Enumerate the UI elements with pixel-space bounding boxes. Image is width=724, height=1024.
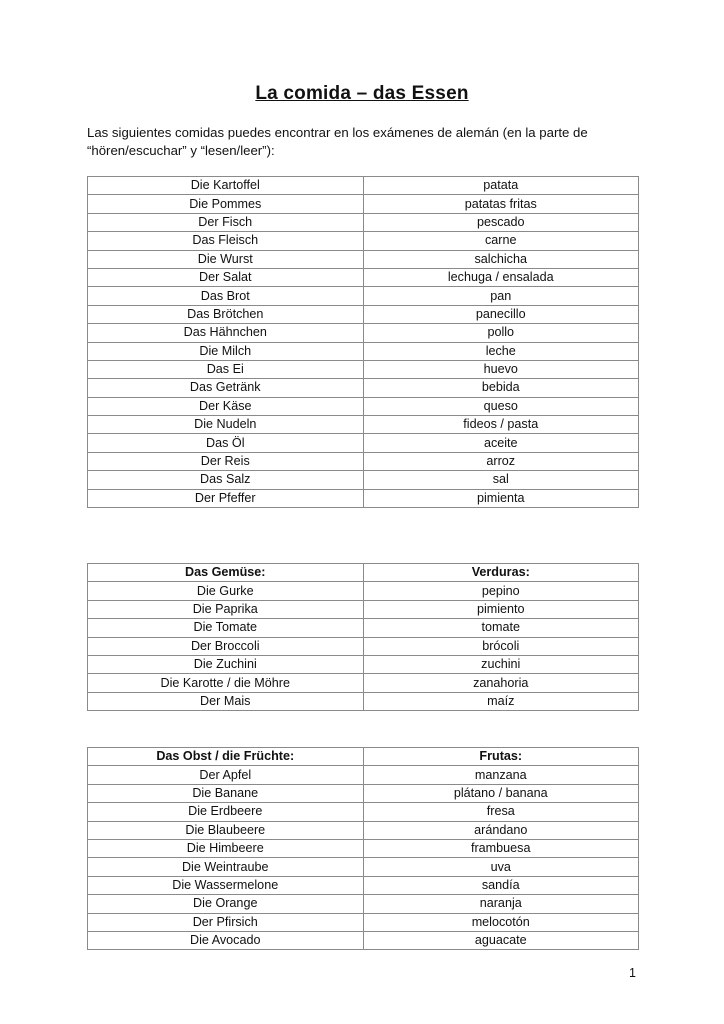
- german-word: Das Brötchen: [88, 305, 364, 323]
- spanish-word: aceite: [363, 434, 639, 452]
- spanish-word: brócoli: [363, 637, 639, 655]
- german-word: Die Weintraube: [88, 858, 364, 876]
- spanish-word: lechuga / ensalada: [363, 268, 639, 286]
- table-row: [88, 895, 639, 913]
- spanish-word: leche: [363, 342, 639, 360]
- german-word: Der Pfeffer: [88, 489, 364, 507]
- german-word: Der Fisch: [88, 213, 364, 231]
- german-word: Die Tomate: [88, 619, 364, 637]
- spanish-word: fideos / pasta: [363, 416, 639, 434]
- spanish-word: carne: [363, 232, 639, 250]
- german-word: Der Käse: [88, 397, 364, 415]
- german-word: Die Erdbeere: [88, 803, 364, 821]
- table-row: [88, 452, 639, 470]
- spanish-word: uva: [363, 858, 639, 876]
- spanish-word: huevo: [363, 360, 639, 378]
- german-word: Das Brot: [88, 287, 364, 305]
- german-word: Die Milch: [88, 342, 364, 360]
- table-row: [88, 360, 639, 378]
- table-row: [88, 803, 639, 821]
- table-row: [88, 839, 639, 857]
- german-word: Die Kartoffel: [88, 177, 364, 195]
- spanish-word: frambuesa: [363, 839, 639, 857]
- german-word: Die Zuchini: [88, 655, 364, 673]
- spanish-word: pan: [363, 287, 639, 305]
- german-word: Das Öl: [88, 434, 364, 452]
- spanish-word: pescado: [363, 213, 639, 231]
- spanish-word: sal: [363, 471, 639, 489]
- table-row: [88, 692, 639, 710]
- table-row: [88, 489, 639, 507]
- table-row: [88, 637, 639, 655]
- table-row: [88, 821, 639, 839]
- table-row: [88, 250, 639, 268]
- table-row: [88, 434, 639, 452]
- german-word: Die Paprika: [88, 600, 364, 618]
- german-word: Die Karotte / die Möhre: [88, 674, 364, 692]
- spanish-word: pimiento: [363, 600, 639, 618]
- table-row: [88, 471, 639, 489]
- spanish-word: arándano: [363, 821, 639, 839]
- table-row: [88, 600, 639, 618]
- table-header-row: [88, 748, 639, 766]
- vegetables-vocabulary-table: [87, 563, 639, 711]
- table-row: [88, 268, 639, 286]
- food-vocabulary-table: [87, 176, 639, 508]
- header-spanish: Verduras:: [363, 564, 639, 582]
- spanish-word: patatas fritas: [363, 195, 639, 213]
- table-row: [88, 784, 639, 802]
- table-row: [88, 655, 639, 673]
- table-row: [88, 913, 639, 931]
- table-row: [88, 232, 639, 250]
- table-row: [88, 858, 639, 876]
- page-number: 1: [629, 966, 636, 980]
- german-word: Die Himbeere: [88, 839, 364, 857]
- spanish-word: queso: [363, 397, 639, 415]
- spanish-word: zuchini: [363, 655, 639, 673]
- german-word: Die Wassermelone: [88, 876, 364, 894]
- spanish-word: tomate: [363, 619, 639, 637]
- header-spanish: Frutas:: [363, 748, 639, 766]
- spanish-word: pollo: [363, 324, 639, 342]
- spanish-word: pepino: [363, 582, 639, 600]
- table-row: [88, 619, 639, 637]
- spanish-word: bebida: [363, 379, 639, 397]
- table-row: [88, 213, 639, 231]
- spanish-word: maíz: [363, 692, 639, 710]
- table-row: [88, 582, 639, 600]
- spanish-word: panecillo: [363, 305, 639, 323]
- table-row: [88, 195, 639, 213]
- german-word: Das Hähnchen: [88, 324, 364, 342]
- table-row: [88, 876, 639, 894]
- german-word: Das Fleisch: [88, 232, 364, 250]
- german-word: Der Reis: [88, 452, 364, 470]
- german-word: Das Salz: [88, 471, 364, 489]
- german-word: Die Gurke: [88, 582, 364, 600]
- table-row: [88, 324, 639, 342]
- german-word: Der Broccoli: [88, 637, 364, 655]
- table-row: [88, 379, 639, 397]
- german-word: Die Pommes: [88, 195, 364, 213]
- intro-paragraph: Las siguientes comidas puedes encontrar en los exámenes de alemán (en la parte de “hören/escuchar” y “lesen/leer”):: [87, 125, 588, 158]
- spanish-word: pimienta: [363, 489, 639, 507]
- table-row: [88, 305, 639, 323]
- spanish-word: melocotón: [363, 913, 639, 931]
- table-row: [88, 766, 639, 784]
- table-header-row: [88, 564, 639, 582]
- german-word: Die Avocado: [88, 931, 364, 949]
- table-row: [88, 287, 639, 305]
- spanish-word: zanahoria: [363, 674, 639, 692]
- fruits-vocabulary-table: [87, 747, 639, 950]
- german-word: Das Getränk: [88, 379, 364, 397]
- spanish-word: fresa: [363, 803, 639, 821]
- german-word: Die Blaubeere: [88, 821, 364, 839]
- spanish-word: salchicha: [363, 250, 639, 268]
- german-word: Das Ei: [88, 360, 364, 378]
- german-word: Die Orange: [88, 895, 364, 913]
- spanish-word: naranja: [363, 895, 639, 913]
- german-word: Der Pfirsich: [88, 913, 364, 931]
- spanish-word: aguacate: [363, 931, 639, 949]
- german-word: Die Wurst: [88, 250, 364, 268]
- header-german: Das Obst / die Früchte:: [88, 748, 364, 766]
- header-german: Das Gemüse:: [88, 564, 364, 582]
- table-row: [88, 342, 639, 360]
- table-row: [88, 931, 639, 949]
- spanish-word: plátano / banana: [363, 784, 639, 802]
- spanish-word: arroz: [363, 452, 639, 470]
- table-row: [88, 674, 639, 692]
- german-word: Der Mais: [88, 692, 364, 710]
- table-row: [88, 416, 639, 434]
- german-word: Der Salat: [88, 268, 364, 286]
- german-word: Die Nudeln: [88, 416, 364, 434]
- spanish-word: manzana: [363, 766, 639, 784]
- spanish-word: sandía: [363, 876, 639, 894]
- german-word: Der Apfel: [88, 766, 364, 784]
- table-row: [88, 177, 639, 195]
- page-title: La comida – das Essen: [255, 83, 469, 104]
- german-word: Die Banane: [88, 784, 364, 802]
- spanish-word: patata: [363, 177, 639, 195]
- table-row: [88, 397, 639, 415]
